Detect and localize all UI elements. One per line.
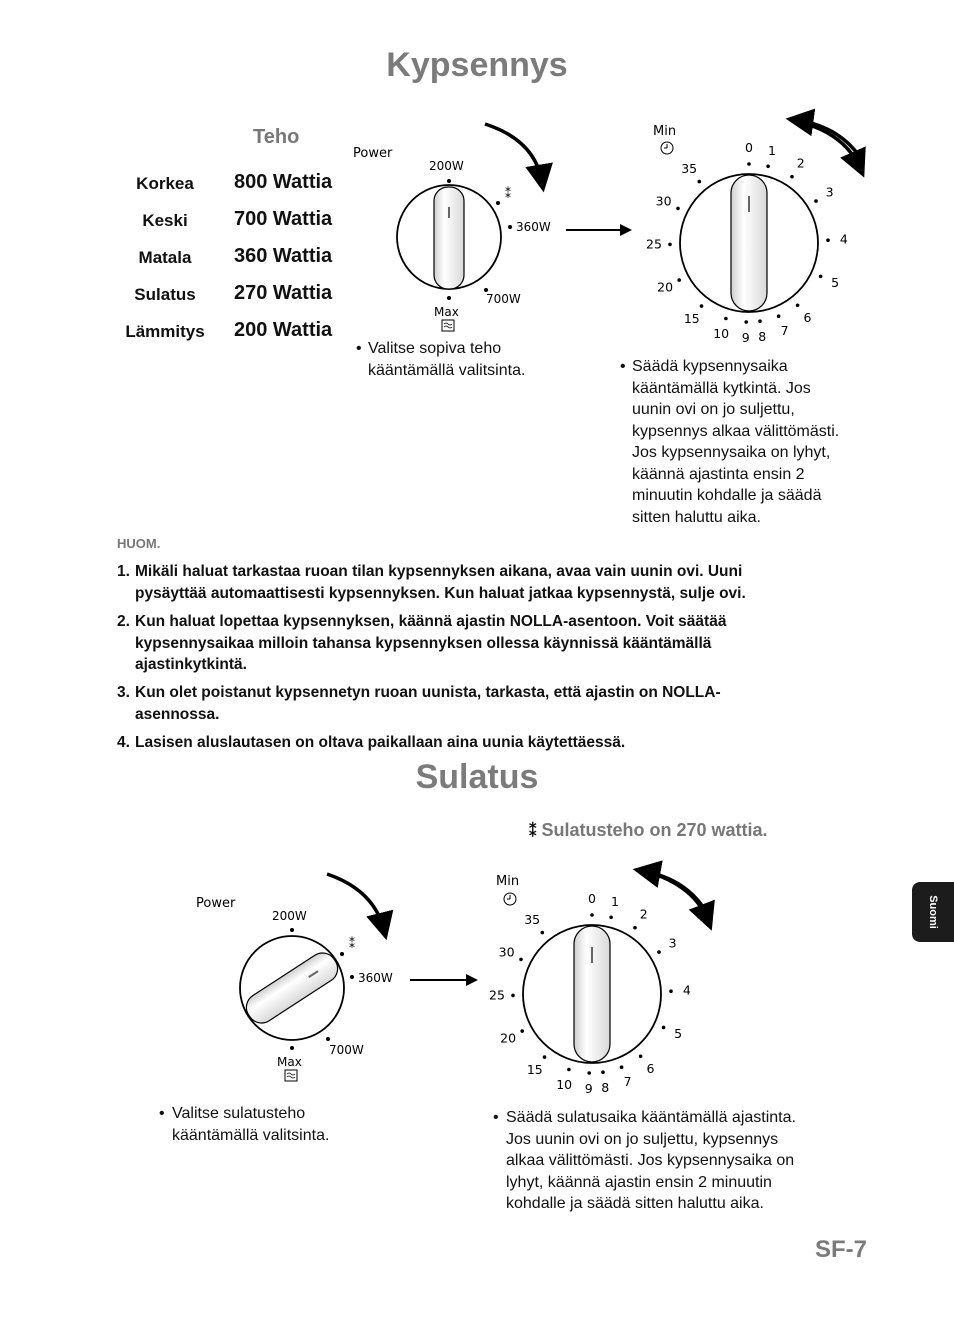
text-line: Säädä kypsennysaika [632,358,788,375]
text-line: Jos kypsennysaika on lyhyt, [632,444,831,461]
scale-dot [601,1070,605,1074]
text-line: alkaa välittömästi. Jos kypsennysaika on [506,1152,795,1169]
scale-number: 2 [796,155,805,171]
scale-number: 30 [655,193,672,209]
text-line: uunin ovi on jo suljettu, [632,401,795,418]
power-level-watt: 360 Wattia [234,245,333,267]
scale-dot [724,317,728,321]
scale-number: 10 [556,1076,573,1092]
scale-number: 35 [524,912,541,928]
scale-dot [520,1029,524,1033]
scale-number: 30 [498,944,515,960]
scale-dot [766,165,770,169]
text-line: ajastinkytkintä. [135,656,247,673]
language-side-tab [912,882,954,942]
text-line: pysäyttää automaattisesti kypsennyksen. Kun haluat jatkaa kypsennystä, sulje ovi. [135,584,746,602]
text-line: Jos uunin ovi on jo suljettu, kypsennys [506,1130,779,1148]
scale-number: 0 [588,891,596,906]
scale-number: 20 [657,279,674,295]
section-title: Sulatus [415,758,539,796]
power-table-heading: Teho [253,126,300,148]
text-line: Lasisen aluslautasen on oltava paikallaan aina uunia käytettäessä. [135,734,626,751]
defrost-icon: ⁑ [505,187,511,201]
text-line: lyhyt, käännä ajastin ensin 2 minuutin [506,1173,772,1191]
text-line: kääntämällä kytkintä. Jos [632,379,811,397]
timer-min-label: Min [653,124,677,139]
power-dial-illustration [186,862,416,1092]
timer-min-label: Min [496,874,520,889]
power-level-watt: 800 Wattia [234,171,333,193]
scale-dot [700,304,704,308]
scale-dot [777,314,781,318]
right-arrow-icon [408,970,480,990]
scale-number: 20 [500,1030,517,1046]
dial-dot [290,928,294,932]
rotation-arrow-icon [651,873,708,921]
text-line: minuutin kohdalle ja säädä [632,487,822,504]
scale-number: 25 [489,987,505,1003]
scale-number: 8 [758,329,767,345]
dial-dot [447,179,451,183]
scale-dot [590,913,594,917]
language-tab-label: Suomi [927,895,939,929]
page-title: Kypsennys [386,46,568,84]
scale-number: 2 [639,906,648,922]
scale-number: 4 [839,231,848,247]
rotation-arrow-back-icon [643,871,707,913]
text-line: kypsennysaikaa milloin tahansa kypsennyksen ollessa käynnissä kääntämällä [135,634,712,652]
power-level-watt: 270 Wattia [234,282,333,304]
scale-dot [511,994,515,998]
rotation-arrow-icon [485,124,542,182]
note-item [117,561,837,604]
power-level-name: Lämmitys [125,322,205,341]
label-360w: 360W [358,971,393,985]
defrost-subtitle-text: Sulatusteho on 270 wattia. [541,820,768,840]
note-item [117,611,837,676]
scale-dot [826,238,830,242]
dial-dot [350,975,354,979]
scale-dot [662,1026,666,1030]
scale-number: 7 [780,323,789,339]
scale-dot [698,180,702,184]
scale-number: 3 [825,184,834,200]
text-line: Valitse sopiva teho [368,340,502,357]
scale-number: 9 [584,1080,593,1096]
dial-dot [326,1037,330,1041]
text-line: Valitse sulatusteho [172,1105,306,1122]
power-level-watt: 700 Wattia [234,208,333,230]
text-line: Mikäli haluat tarkastaa ruoan tilan kypsennyksen aikana, avaa vain uunin ovi. Uuni [135,563,743,580]
max-power-icon [442,320,454,331]
note-number: 1. [117,563,130,580]
dial-dot [508,225,512,229]
text-line: kohdalle ja säädä sitten haluttu aika. [506,1195,764,1212]
scale-dot [567,1068,571,1072]
dial-knob [574,926,610,1062]
scale-number: 0 [745,140,753,155]
power-level-name: Matala [138,248,192,267]
scale-number: 1 [768,142,776,158]
label-700w: 700W [329,1043,364,1057]
text-line: Säädä sulatusaika kääntämällä ajastinta. [506,1109,796,1126]
scale-dot [609,916,613,920]
note-number: 2. [117,613,130,630]
scale-number: 7 [623,1074,632,1090]
scale-dot [790,175,794,179]
power-dial-illustration [340,110,580,340]
timer-dial-illustration [630,104,880,354]
scale-number: 15 [683,310,700,326]
label-max: Max [277,1055,302,1069]
text-line: asennossa. [135,705,220,723]
scale-dot [676,207,680,211]
rotation-arrow-icon [327,874,384,930]
label-200w: 200W [429,159,464,173]
scale-dot [620,1065,624,1069]
scale-dot [657,950,661,954]
scale-number: 3 [668,935,677,951]
scale-number: 6 [803,309,812,325]
note-item [117,682,837,725]
scale-dot [758,319,762,323]
scale-dot [744,320,748,324]
text-line: kääntämällä valitsinta. [368,361,526,379]
scale-dot [747,162,751,166]
scale-dot [639,1055,643,1059]
note-item [117,732,837,754]
page-number: SF-7 [815,1236,868,1263]
defrost-icon: ⁑ [349,937,355,951]
timer-instruction: • Säädä kypsennysaika kääntämällä kytkintä. Jos uunin ovi on jo suljettu, kypsennys alkaa välittömästi. Jos kypsennysaika on lyhyt, käännä ajastinta ensin 2 minuutin kohdalle ja säädä sitten haluttu aika. [620,356,839,528]
dial-dot [496,201,500,205]
scale-number: 6 [646,1060,655,1076]
text-line: käännä ajastinta ensin 2 [632,465,805,483]
power-level-name: Keski [142,211,188,230]
scale-number: 5 [674,1026,683,1042]
dial-knob [731,175,767,311]
scale-dot [819,275,823,279]
dial-dot [340,952,344,956]
max-power-icon [285,1070,297,1081]
power-label: Power [353,146,393,161]
scale-number: 5 [831,275,840,291]
scale-dot [633,926,637,930]
power-level-name: Sulatus [134,285,196,304]
label-max: Max [434,305,459,319]
scale-number: 4 [682,982,691,998]
dial-dot [290,1046,294,1050]
scale-number: 8 [601,1080,610,1096]
scale-number: 15 [526,1061,543,1077]
timer-dial-illustration [473,855,723,1105]
note-number: 4. [117,734,130,751]
defrost-power-instruction: • Valitse sulatusteho kääntämällä valitsinta. [159,1103,329,1146]
scale-dot [519,958,523,962]
scale-dot [543,1055,547,1059]
scale-number: 35 [681,161,698,177]
label-200w: 200W [272,909,307,923]
text-line: sitten haluttu aika. [632,508,761,526]
dial-dot [447,296,451,300]
right-arrow-icon [564,220,634,240]
text-line: kääntämällä valitsinta. [172,1126,330,1144]
defrost-icon: ⁑ [529,823,537,840]
note-number: 3. [117,684,130,701]
scale-number: 1 [611,893,619,909]
text-line: kypsennys alkaa välittömästi. [632,422,840,440]
scale-number: 25 [646,236,662,252]
scale-dot [668,243,672,247]
text-line: Kun haluat lopettaa kypsennyksen, käännä ajastin NOLLA-asentoon. Voit säätää [135,613,727,630]
power-level-watt: 200 Wattia [234,319,333,341]
notes-heading: HUOM. [117,536,161,551]
defrost-timer-instruction: • Säädä sulatusaika kääntämällä ajastinta. Jos uunin ovi on jo suljettu, kypsennys alkaa välittömästi. Jos kypsennysaika on lyhyt, käännä ajastin ensin 2 minuutin kohdalle ja säädä sitten haluttu aika. [493,1107,796,1215]
scale-dot [587,1071,591,1075]
dial-knob [434,187,464,289]
scale-number: 10 [713,325,730,341]
scale-dot [814,199,818,203]
scale-number: 9 [741,329,750,345]
label-700w: 700W [486,292,521,306]
scale-dot [796,304,800,308]
power-instruction: • Valitse sopiva teho kääntämällä valitsinta. [356,338,525,381]
text-line: Kun olet poistanut kypsennetyn ruoan uunista, tarkasta, että ajastin on NOLLA- [135,684,721,701]
scale-dot [677,278,681,282]
scale-dot [669,989,673,993]
power-level-name: Korkea [136,174,194,193]
power-label: Power [196,896,236,911]
defrost-subtitle [529,820,768,841]
label-360w: 360W [516,220,551,234]
scale-dot [541,931,545,935]
